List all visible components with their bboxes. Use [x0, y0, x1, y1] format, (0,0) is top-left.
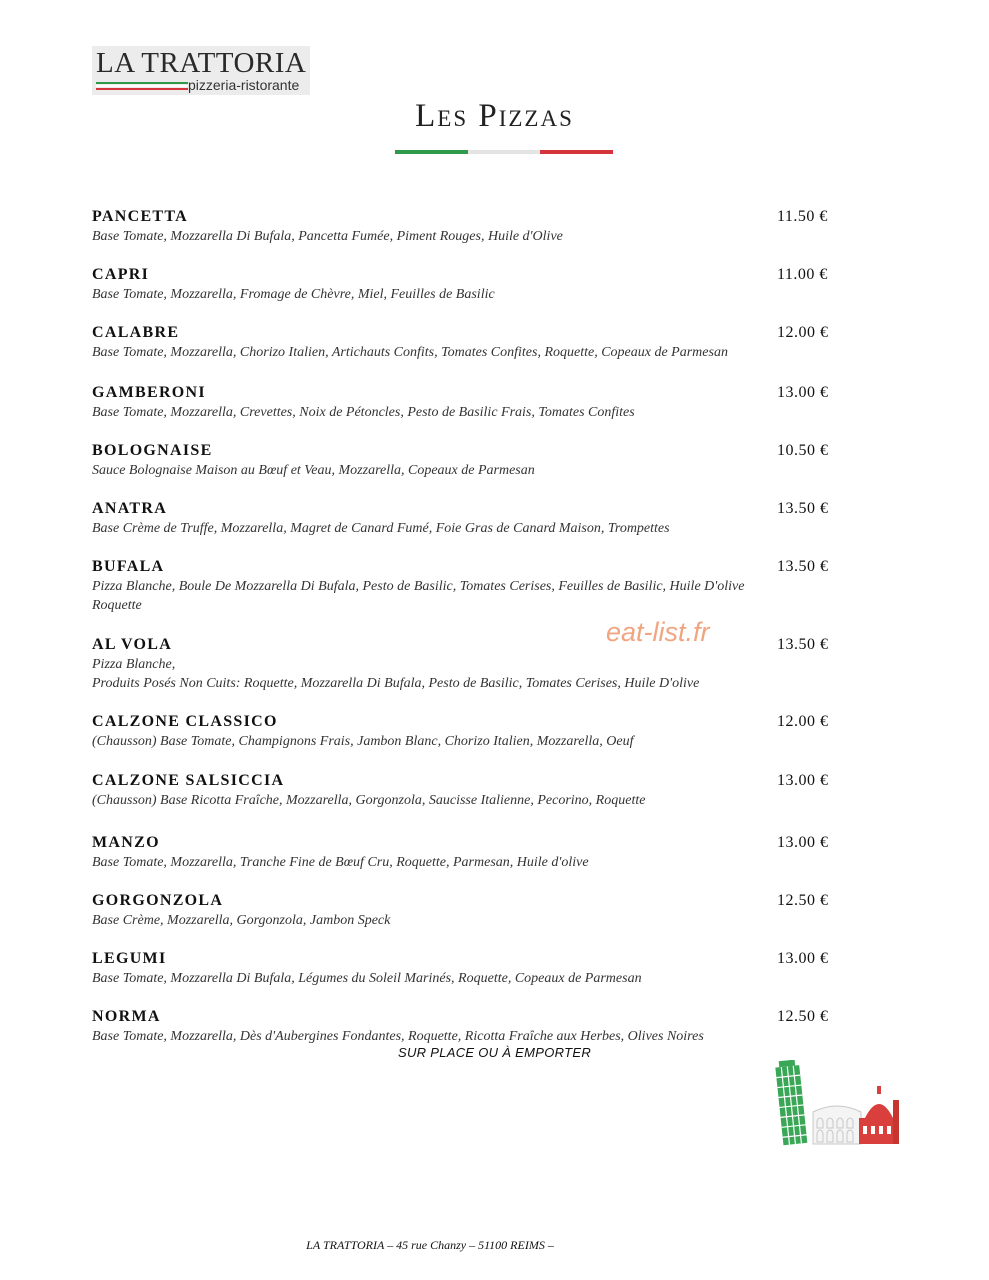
pizza-price: 12.50 €: [777, 1008, 829, 1025]
pizza-price: 11.50 €: [777, 208, 828, 225]
pizza-price: 13.50 €: [777, 558, 829, 575]
flag-red: [540, 150, 613, 154]
pizza-price: 13.00 €: [777, 772, 829, 789]
pizza-price: 13.00 €: [777, 950, 829, 967]
logo-stripe-red: [96, 88, 188, 90]
pizza-name: NORMA: [92, 1008, 161, 1025]
pizza-description: Base Tomate, Mozzarella, Crevettes, Noix de Pétoncles, Pesto de Basilic Frais, Tomates Confites: [92, 405, 635, 420]
pizza-description: (Chausson) Base Tomate, Champignons Frais, Jambon Blanc, Chorizo Italien, Mozzarella, Oeuf: [92, 734, 634, 749]
menu-item: [92, 949, 842, 988]
pizza-name: GAMBERONI: [92, 384, 206, 401]
flag-green: [395, 150, 468, 154]
pizza-name: LEGUMI: [92, 950, 167, 967]
page-title: Les Pizzas: [415, 98, 574, 134]
pizza-description: Pizza Blanche, Boule De Mozzarella Di Bufala, Pesto de Basilic, Tomates Cerises, Feuilles de Basilic, Huile D'olive: [92, 579, 745, 594]
pizza-description: Roquette: [92, 598, 142, 613]
menu-item: [92, 833, 842, 872]
pizza-description: Base Tomate, Mozzarella Di Bufala, Pancetta Fumée, Piment Rouges, Huile d'Olive: [92, 229, 563, 244]
restaurant-logo: [92, 46, 310, 95]
takeaway-notice: SUR PLACE OU À EMPORTER: [397, 1045, 592, 1060]
logo-title: LA TRATTORIA: [96, 47, 307, 79]
pizza-price: 13.50 €: [777, 636, 829, 653]
flag-white: [468, 150, 541, 154]
menu-item: [92, 207, 842, 246]
title-flag-underline: [395, 150, 613, 154]
pizza-price: 12.50 €: [777, 892, 829, 909]
menu-item: [92, 383, 842, 422]
pizza-name: MANZO: [92, 834, 160, 851]
pizza-price: 13.00 €: [777, 384, 829, 401]
pizza-description: (Chausson) Base Ricotta Fraîche, Mozzarella, Gorgonzola, Saucisse Italienne, Pecorino, Roquette: [92, 793, 646, 808]
menu-item: [92, 323, 842, 362]
pizza-price: 13.50 €: [777, 500, 829, 517]
menu-item: [92, 712, 842, 751]
logo-stripe-green: [96, 82, 188, 84]
pizza-name: CALABRE: [92, 324, 180, 341]
pizza-price: 13.00 €: [777, 834, 829, 851]
pizza-price: 12.00 €: [777, 324, 829, 341]
menu-item: [92, 441, 842, 480]
duomo-icon: [859, 1086, 899, 1144]
logo-stripe-white: [96, 85, 188, 87]
pizza-name: BOLOGNAISE: [92, 442, 213, 459]
leaning-tower-icon: [775, 1060, 807, 1145]
menu-item: [92, 635, 842, 693]
pizza-name: PANCETTA: [92, 208, 189, 225]
pizza-description: Base Tomate, Mozzarella, Chorizo Italien, Artichauts Confits, Tomates Confites, Roquette, Copeaux de Parmesan: [92, 345, 728, 360]
pizza-name: AL VOLA: [92, 636, 173, 653]
pizza-name: CAPRI: [92, 266, 150, 283]
pizza-description: Base Tomate, Mozzarella, Fromage de Chèvre, Miel, Feuilles de Basilic: [92, 287, 495, 302]
pizza-description: Base Tomate, Mozzarella Di Bufala, Légumes du Soleil Marinés, Roquette, Copeaux de Parmesan: [92, 971, 642, 986]
pizza-name: BUFALA: [92, 558, 165, 575]
logo-subtitle: pizzeria-ristorante: [188, 77, 300, 93]
pizza-price: 10.50 €: [777, 442, 829, 459]
footer-address: LA TRATTORIA – 45 rue Chanzy – 51100 REIMS –: [306, 1238, 554, 1252]
pizza-description: Base Crème de Truffe, Mozzarella, Magret de Canard Fumé, Foie Gras de Canard Maison, Trompettes: [92, 521, 670, 536]
pizza-name: ANATRA: [92, 500, 168, 517]
pizza-name: GORGONZOLA: [92, 892, 224, 909]
logo-flag-stripes: [96, 82, 188, 91]
pizza-description: Base Tomate, Mozzarella, Tranche Fine de Bœuf Cru, Roquette, Parmesan, Huile d'olive: [92, 855, 589, 870]
italian-monuments-illustration: [775, 1060, 900, 1146]
pizza-description: Base Crème, Mozzarella, Gorgonzola, Jambon Speck: [92, 913, 391, 928]
pizza-name: CALZONE CLASSICO: [92, 713, 278, 730]
menu-item: [92, 771, 842, 810]
menu-item: [92, 557, 842, 615]
watermark: eat-list.fr: [606, 617, 710, 647]
pizza-description: Base Tomate, Mozzarella, Dès d'Aubergines Fondantes, Roquette, Ricotta Fraîche aux Herbes, Olives Noires: [92, 1029, 704, 1044]
pizza-description: Pizza Blanche,: [92, 657, 176, 672]
menu-item: [92, 1007, 842, 1046]
colosseum-icon: [813, 1106, 861, 1144]
menu-item: [92, 265, 842, 304]
pizza-description: Sauce Bolognaise Maison au Bœuf et Veau, Mozzarella, Copeaux de Parmesan: [92, 463, 535, 478]
menu-item: [92, 499, 842, 538]
pizza-description: Produits Posés Non Cuits: Roquette, Mozzarella Di Bufala, Pesto de Basilic, Tomates Cerises, Huile D'olive: [92, 676, 700, 691]
menu-item: [92, 891, 842, 930]
pizza-price: 11.00 €: [777, 266, 828, 283]
pizza-price: 12.00 €: [777, 713, 829, 730]
pizza-name: CALZONE SALSICCIA: [92, 772, 285, 789]
